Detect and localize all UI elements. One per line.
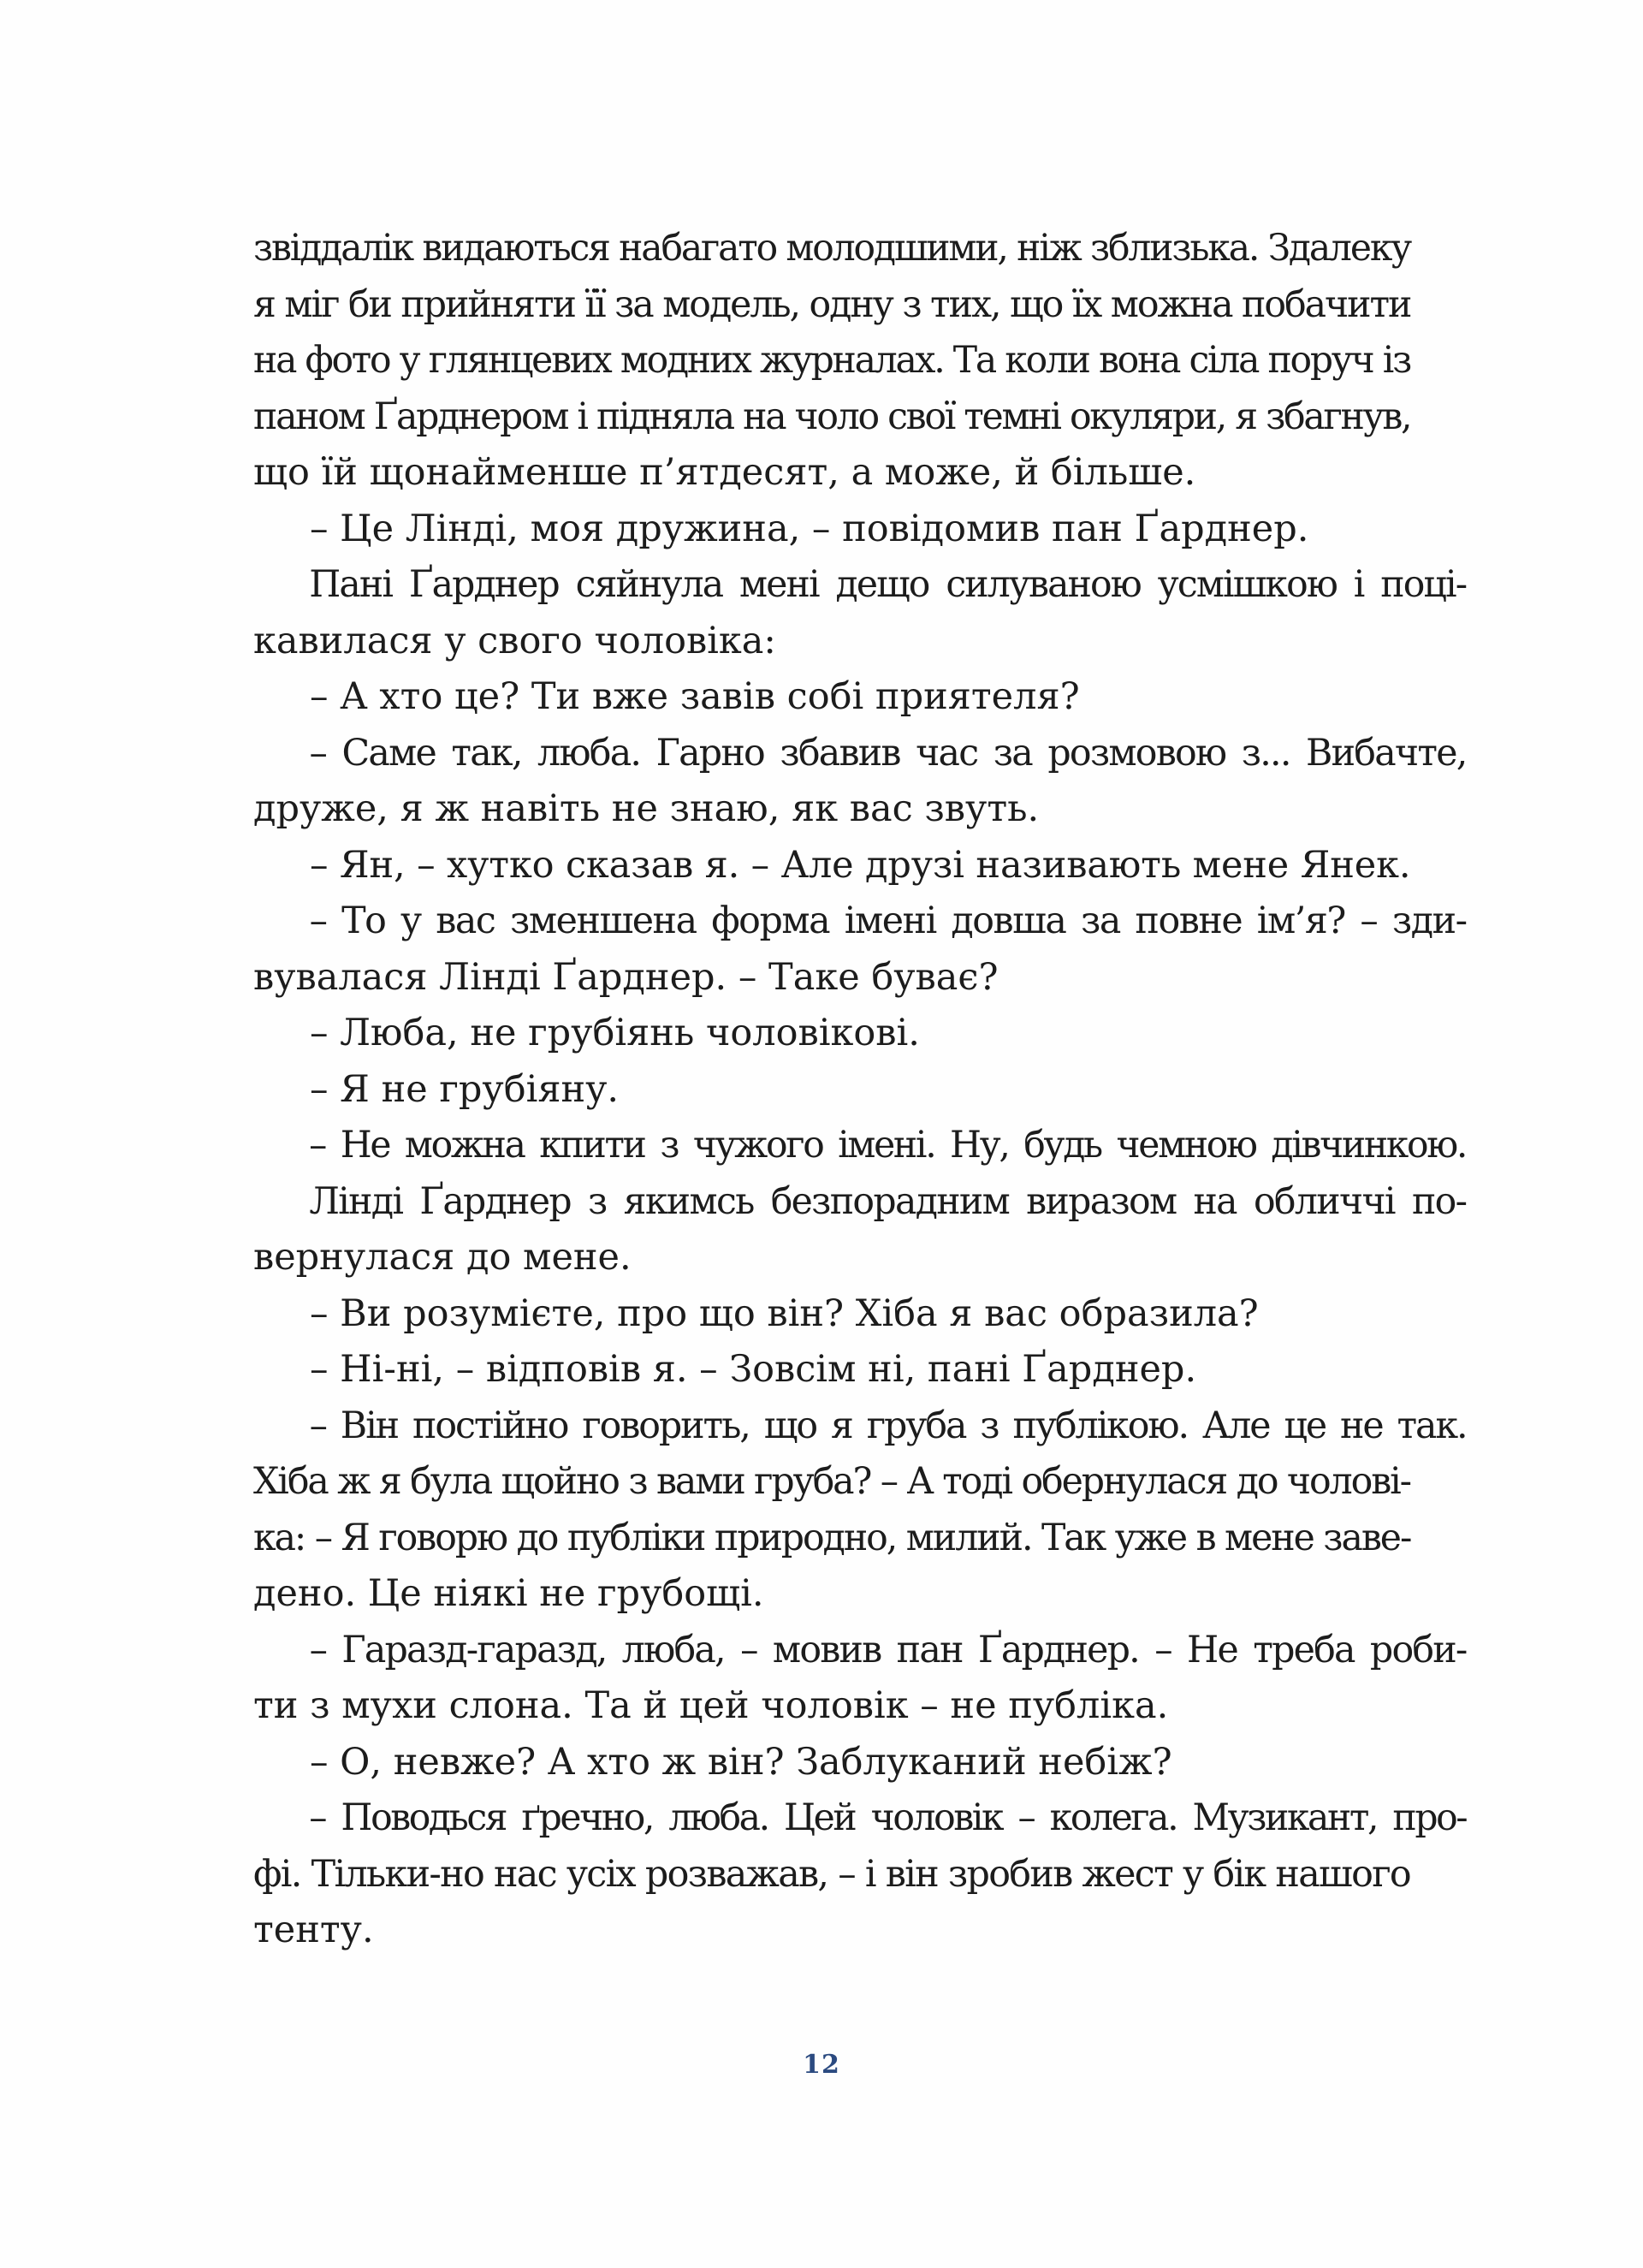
text-line: – Ян, – хутко сказав я. – Але друзі називають мене Янек. (310, 843, 1411, 887)
text-line: Хіба ж я була щойно з вами груба? – А тоді обернулася до чолові- (253, 1460, 1410, 1503)
text-line: – Він постійно говорить, що я груба з публікою. Але це не так. (309, 1404, 1467, 1447)
text-line: на фото у глянцевих модних журналах. Та коли вона сіла поруч із (253, 339, 1410, 382)
text-line: фі. Тільки-но нас усіх розважав, – і він зробив жест у бік нашого (253, 1852, 1410, 1896)
text-line: Лінді Ґарднер з якимсь безпорадним виразом на обличчі по- (309, 1179, 1467, 1223)
text-line: що їй щонайменше п’ятдесят, а може, й більше. (253, 451, 1196, 494)
body-text (253, 221, 1467, 1959)
text-line: вувалася Лінді Ґарднер. – Таке буває? (253, 955, 999, 999)
text-line: – Люба, не грубіянь чоловікові. (310, 1012, 920, 1054)
text-line: Пані Ґарднер сяйнула мені дещо силуваною усмішкою і поці- (309, 563, 1467, 606)
text-line: – Це Лінді, моя дружина, – повідомив пан Ґарднер. (310, 507, 1309, 550)
text-line: вернулася до мене. (253, 1236, 632, 1279)
text-line: – То у вас зменшена форма імені довша за повне ім’я? – зди- (309, 899, 1467, 942)
text-line: – Я не грубіяну. (310, 1067, 620, 1111)
text-line: я міг би прийняти її за модель, одну з тих, що їх можна побачити (253, 282, 1411, 326)
text-line: – Саме так, люба. Гарно збавив час за розмовою з... Вибачте, (309, 731, 1467, 775)
text-line: – Не можна кпити з чужого імені. Ну, будь чемною дівчинкою. (309, 1124, 1467, 1167)
text-line: – А хто це? Ти вже завів собі приятеля? (310, 675, 1080, 718)
text-line: звіддалік видаються набагато молодшими, ніж зблизька. Здалеку (253, 227, 1411, 270)
text-line: – О, невже? А хто ж він? Заблуканий небіж? (310, 1740, 1172, 1784)
text-line: паном Ґарднером і підняла на чоло свої темні окуляри, я збагнув, (253, 395, 1411, 438)
text-line: тенту. (253, 1909, 374, 1951)
text-line: кавилася у свого чоловіка: (253, 619, 776, 662)
page-number: 12 (803, 2050, 840, 2080)
text-line: ка: – Я говорю до публіки природно, милий. Так уже в мене заве- (253, 1516, 1411, 1559)
text-line: друже, я ж навіть не знаю, як вас звуть. (253, 787, 1040, 830)
text-line: – Ви розумієте, про що він? Хіба я вас образила? (310, 1291, 1259, 1335)
text-line: – Ні-ні, – відповів я. – Зовсім ні, пані Ґарднер. (310, 1348, 1197, 1391)
text-line: ти з мухи слона. Та й цей чоловік – не публіка. (253, 1684, 1169, 1727)
text-line: дено. Це ніякі не грубощі. (253, 1572, 764, 1615)
text-line: – Гаразд-гаразд, люба, – мовив пан Ґарднер. – Не треба роби- (309, 1628, 1467, 1671)
text-line: – Поводься ґречно, люба. Цей чоловік – колега. Музикант, про- (309, 1796, 1467, 1839)
